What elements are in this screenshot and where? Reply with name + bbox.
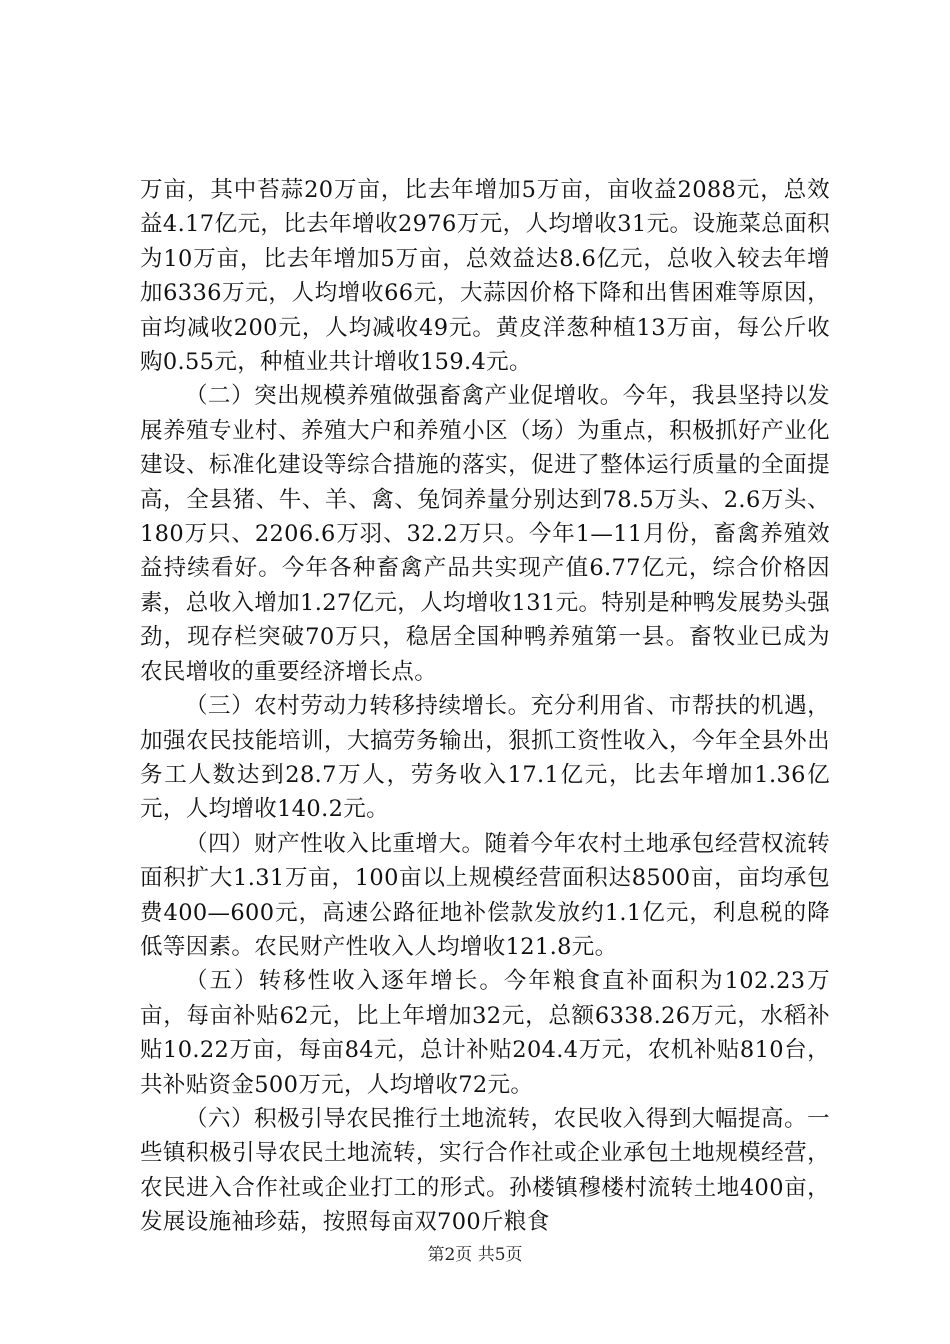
paragraph-4: （四）财产性收入比重增大。随着今年农村土地承包经营权流转面积扩大1.31万亩，100亩以上规模经营面积达8500亩，亩均承包费400—600元，高速公路征地补偿款发放约1.1亿元，利息税的降低等因素。农民财产性收入人均增收121.8元。	[140, 830, 830, 960]
paragraph-1: 万亩，其中苔蒜20万亩，比去年增加5万亩，亩收益2088元，总效益4.17亿元，比去年增收2976万元，人均增收31元。设施菜总面积为10万亩，比去年增加5万亩，总效益达8.6亿元，总收入较去年增加6336万元，人均增收66元，大蒜因价格下降和出售困难等原因，亩均减收200元，人均减收49元。黄皮洋葱种植13万亩，每公斤收购0.55元，种植业共计增收159.4元。	[140, 177, 830, 376]
paragraph-6: （六）积极引导农民推行土地流转，农民收入得到大幅提高。一些镇积极引导农民土地流转，实行合作社或企业承包土地规模经营，农民进入合作社或企业打工的形式。孙楼镇穆楼村流转土地400亩，发展设施袖珍菇，按照每亩双700斤粮食	[140, 1105, 830, 1236]
paragraph-3: （三）农村劳动力转移持续增长。充分利用省、市帮扶的机遇，加强农民技能培训，大搞劳务输出，狠抓工资性收入，今年全县外出务工人数达到28.7万人，劳务收入17.1亿元，比去年增加1.36亿元，人均增收140.2元。	[140, 693, 830, 823]
document-body	[140, 173, 830, 1240]
paragraph-2: （二）突出规模养殖做强畜禽产业促增收。今年，我县坚持以发展养殖专业村、养殖大户和养殖小区（场）为重点，积极抓好产业化建设、标准化建设等综合措施的落实，促进了整体运行质量的全面提高，全县猪、牛、羊、禽、兔饲养量分别达到78.5万头、2.6万头、180万只、2206.6万羽、32.2万只。今年1—11月份，畜禽养殖效益持续看好。今年各种畜禽产品共实现产值6.77亿元，综合价格因素，总收入增加1.27亿元，人均增收131元。特别是种鸭发展势头强劲，现存栏突破70万只，稳居全国种鸭养殖第一县。畜牧业已成为农民增收的重要经济增长点。	[140, 383, 830, 685]
paragraph-5: （五）转移性收入逐年增长。今年粮食直补面积为102.23万亩，每亩补贴62元，比上年增加32元，总额6338.26万元，水稻补贴10.22万亩，每亩84元，总计补贴204.4万元，农机补贴810台，共补贴资金500万元，人均增收72元。	[140, 968, 830, 1098]
page-number-footer: 第2页 共5页	[427, 1245, 523, 1265]
